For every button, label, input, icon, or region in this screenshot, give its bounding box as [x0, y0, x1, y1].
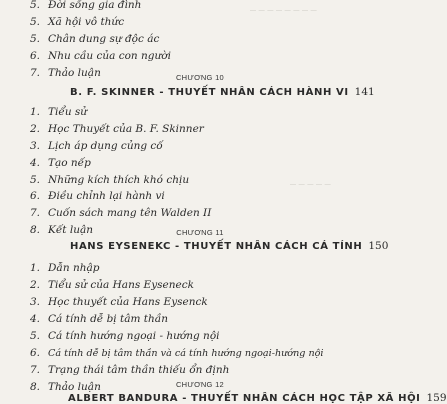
chapter-title-row[interactable] — [70, 240, 389, 252]
chapter-title-row[interactable] — [70, 86, 375, 98]
chapter-title: ALBERT BANDURA - THUYẾT NHÂN CÁCH HỌC TẬP XÃ HỘI — [68, 393, 421, 404]
chapter-page-number: 141 — [354, 86, 375, 98]
chapter-label: CHƯƠNG 10 — [175, 73, 225, 82]
chapter-title: B. F. SKINNER - THUYẾT NHÂN CÁCH HÀNH VI — [70, 87, 349, 98]
chapter-title-row[interactable] — [68, 392, 447, 404]
bleed-through-text: — — — — — — — — — [250, 8, 318, 14]
chapter-page-number: 159 — [426, 392, 447, 404]
book-page: — — — — — — — — — — — — — 5. Đời sống gia đình 5. Xã hội vô thức 5. Chân dung sự độc ác 6. Nhu cầu của con người 7. Thảo luận CHƯƠNG 10 B. F. SKINNER - THUYẾT NHÂN CÁCH HÀNH VI 141 1. Tiểu sử 2. Học Thuyết của B. F. Skinner 3. Lịch áp dụng củng cố 4. Tạo nếp 5. Những kích thích khó chịu 6. Điều chỉnh lại hành vi 7. Cuốn sách mang tên Walden II 8. Kết luận CHƯƠNG 11 HANS EYSENEKC - THUYẾT NHÂN CÁCH CÁ TÍNH 150 1. Dẫn nhập 2. Tiểu sử của Hans Eyseneck 3. Học thuyết của Hans Eysenck 4. Cá tính dễ bị tâm thần 5. Cá tính hướng ngoại - hướng nội 6. Cá tính dễ bị tâm thần và cá tính hướng ngoại-hướng nội 7. Trạng thái tâm thần thiếu ổn định 8. Thảo luận CHƯƠNG 12 ALBERT BANDURA - THUYẾT NHÂN CÁCH HỌC TẬP XÃ HỘI 159 — [0, 0, 400, 400]
bleed-through-text: — — — — — — [290, 182, 332, 188]
chapter-label: CHƯƠNG 12 — [175, 380, 225, 389]
chapter-title: HANS EYSENEKC - THUYẾT NHÂN CÁCH CÁ TÍNH — [70, 241, 363, 252]
chapter-label: CHƯƠNG 11 — [176, 228, 224, 237]
chapter-page-number: 150 — [368, 240, 389, 252]
